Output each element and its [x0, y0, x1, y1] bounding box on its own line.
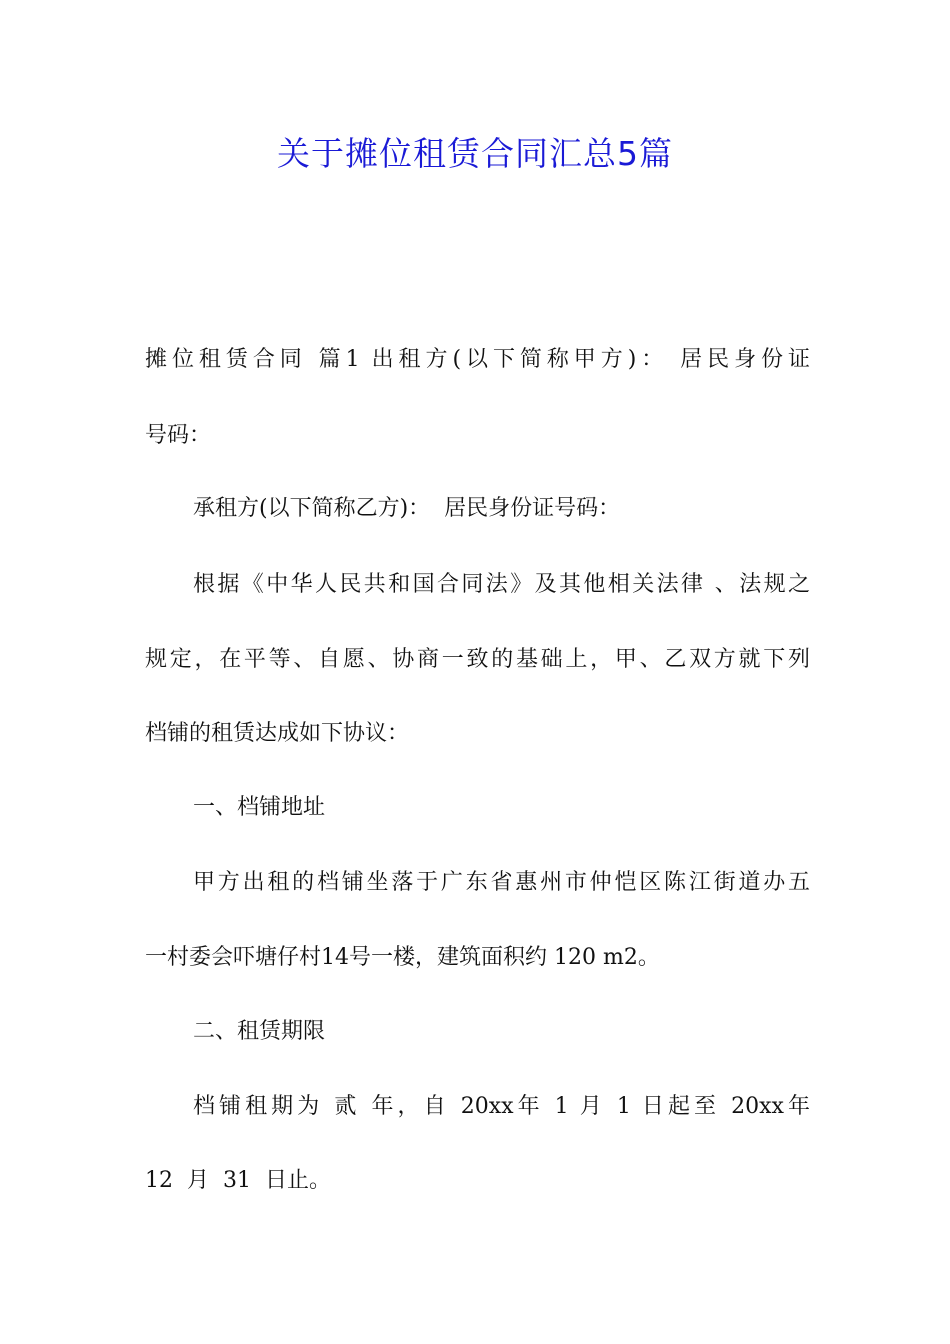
- paragraph-line: 12 月 31 日止。: [145, 1168, 331, 1193]
- paragraph-line: 甲方出租的档铺坐落于广东省惠州市仲恺区陈江街道办五: [193, 870, 810, 895]
- paragraph-line: 摊位租赁合同 篇1 出租方(以下简称甲方)： 居民身份证: [145, 347, 810, 372]
- section-heading: 二、租赁期限: [193, 1019, 326, 1044]
- paragraph-line: 规定，在平等、自愿、协商一致的基础上，甲、乙双方就下列: [145, 647, 810, 672]
- paragraph-line: 号码：: [145, 423, 212, 448]
- paragraph-line: 档铺的租赁达成如下协议：: [145, 721, 410, 746]
- paragraph-line: 承租方(以下简称乙方)： 居民身份证号码：: [193, 496, 621, 521]
- paragraph-line: 根据《中华人民共和国合同法》及其他相关法律 、法规之: [193, 572, 810, 597]
- paragraph-line: 一村委会吓塘仔村14号一楼，建筑面积约 120 m2。: [145, 945, 660, 970]
- paragraph-line: 档铺租期为 贰 年，自 20xx年 1 月 1 日起至 20xx年: [193, 1094, 810, 1119]
- section-heading: 一、档铺地址: [193, 795, 326, 820]
- document-title: 关于摊位租赁合同汇总5篇: [277, 134, 673, 173]
